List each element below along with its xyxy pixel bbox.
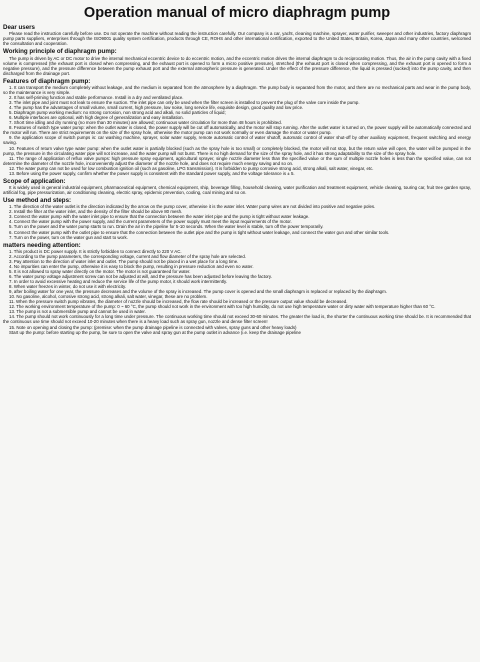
section-paragraph: Start up the pump: before starting up the pump, be sure to open the valve and spray gun at the pump outlet in advance (i.e. keep the drainage pipeline — [9, 329, 301, 335]
section-paragraph: 8. Features of switch type water pump: when the outlet water is closed, the power supply will be cut off automatically, and the motor will stop running. After the outlet water is turned on, the power supply will be automatically connected and the motor will run. There are strict requirements on the size of the spray hole, otherwise the motor pump can not work normally or even damage the motor or water pump. — [3, 125, 471, 136]
section-paragraph: 5. Turn on the power and the water pump starts to run. Drain the air in the pipeline for 5-10 seconds. When the water level is stable, turn off the power temporarily. — [9, 224, 324, 230]
section-paragraph: 2. According to the pump parameters, the corresponding voltage, current and flow diameter of the spray hole are selected. — [9, 253, 246, 259]
section-paragraph: Please read the instruction carefully before use. Do not operate the machine without reading the instruction carefully. Our company is a car, yacht, cleaning machine, sprayer, water purifier, sweeper and other industries, factory diaphragm pump parts suppliers, enterprises through the ISO9001 quality system certification, products through CE, ROHS and other international certification, exported to the United States, Britain, Korea, Japan and many other countries, welcomed the consultation and cooperation. — [3, 31, 471, 47]
section-heading: Use method and steps: — [3, 197, 72, 205]
section-paragraph: 12. The water pump can not be used for low combustion ignition oil (such as gasoline, LPG transmission). It is forbidden to pump corrosive strong acid, strong alkali, salt water, vinegar, etc. — [9, 165, 374, 171]
section-paragraph: 7. Short time idling and dry running (no more than 30 minutes) are allowed; continuous water circulation for more than 48 hours is prohibited. — [9, 120, 282, 126]
section-paragraph: 6. Connect the water pump with the outlet pipe to ensure that the connection between the outlet pipe and the pump is tight without water leakage, and connect the water gun and other similar tools. — [9, 229, 390, 235]
section-paragraph: 3. Pay attention to the direction of water inlet and outlet. The pump should not be placed in a wet place for a long time. — [9, 258, 239, 264]
section-paragraph: 11. When the pressure switch pump vibrates, the diameter of nozzle should be increased, the flow rate should be increased or the pressure output value should be decreased. — [9, 299, 348, 305]
section-paragraph: 1. This product is DC power supply. It is strictly forbidden to connect directly to 220 V AC. — [9, 248, 182, 254]
section-paragraph: 8. When water freezes in winter, do not use it with electricity. — [9, 284, 127, 290]
section-paragraph: 10. Features of return valve type water pump: when the outlet water is partially blocked (such as the spray hole is too small) or completely blocked, the motor will not stop, but the return valve will open, the water will be pumped in the pump, the pressure in the circulating water pipe will not increase, and the water pump will not burst. There is no high demand for the size of the spray hole, and it has strong adaptability to the size of the spray hole. — [3, 145, 471, 156]
section — [3, 242, 471, 335]
section-heading: matters needing attention: — [3, 241, 81, 249]
section — [3, 178, 471, 195]
section-paragraph: 12. The working environment temperature of the pump: 0 ~ 60 °C, the pump should not work in the environment with too high humidity, do not use high temperature water or dirty water with temperature higher than 60 °C. — [9, 304, 436, 310]
section — [3, 48, 471, 75]
section-paragraph: 9. the application scope of switch pumps is: car washing machine, sprayer, solar water supply, remote automatic control of water shutoff, automatic control of water shut-off by other auxiliary equipment, frequent switching and energy saving. — [3, 135, 471, 146]
section-paragraph: 4. No impurities can enter the pump, otherwise it is easy to block the pump, resulting in pressure reduction and even no water. — [9, 263, 254, 269]
section-paragraph: 5. It is not allowed to spray water directly on the motor. The motor is not guaranteed for water. — [9, 269, 191, 274]
section-heading: Working principle of diaphragm pump: — [3, 48, 117, 56]
section — [3, 24, 471, 46]
section-paragraph: 4. The pump has the advantages of small volume, small current, high pressure, low noise, long service life, exquisite design, good quality and low price. — [9, 105, 304, 111]
section-paragraph: 4. Connect the water pump with the power supply, and the current parameters of the power supply must meet the input requirements of the motor. — [9, 219, 292, 225]
section-paragraph: 7. In order to avoid excessive heating and reduce the service life of the pump motor, it should work intermittently. — [9, 279, 228, 285]
page-title: Operation manual of micro diaphragm pump — [83, 5, 391, 21]
section-heading: Features of diaphragm pump: — [3, 77, 91, 85]
section-paragraph: 3. The inlet pipe and joint must not leak to ensure the suction. The inlet pipe can only be used when the filter screen is installed to prevent the plug of the valve core inside the pump. — [9, 100, 360, 106]
section-paragraph: The pump is driven by AC or DC motor to drive the internal mechanical eccentric device to do eccentric motion, and the eccentric motion drives the internal diaphragm to do reciprocating motion. Thus, the air in the pump cavity with a fixed volume is compressed (the exhaust port is closed when compressing, and the exhaust port is opened to form a micro positive pressure), stretched (the exhaust port is closed when compressing, and the exhaust port is opened to form a negative pressure), and the pressure difference between the pump exhaust port and the external atmospheric pressure is generated. Under the effect of the pressure difference, the liquid is pressed (sucked) into the pump cavity, and then discharged from the drainage port. — [3, 55, 471, 76]
section — [3, 78, 471, 176]
section-heading: Scope of application: — [3, 177, 66, 185]
section-paragraph: 14. The pump should not work continuously for a long time under pressure. The continuous working time should not exceed 30-60 minutes. The greater the load is, the shorter the continuous working time should be. It is recommended that the continuous use time should not exceed 10-20 minutes when there is a heavy load such as spray gun, nozzle and dense filter screen! — [3, 314, 471, 325]
section-paragraph: 1. The direction of the water outlet is the direction indicated by the arrow on the pump cover, otherwise it is the water inlet. Water pump wires are not divided into positive and negative poles. — [9, 204, 376, 210]
section-heading: Dear users — [3, 24, 35, 31]
section-paragraph: 1. It can transport the medium completely without leakage, and the medium is separated from the atmosphere by a diaphragm. The pump body is separated from the motor, and there are no mechanical parts and wear in the pump body, so the maintenance is very simple. — [3, 84, 471, 95]
section-paragraph: 2. Install the filter at the water inlet, and the density of the filter should be above 80 mesh. — [9, 209, 183, 215]
section-paragraph: 13. The pump is not a submersible pump and cannot be used in water. — [9, 309, 146, 315]
section — [3, 197, 471, 240]
section-paragraph: 9, after boiling water for one year, the pressure decreases and the volume of the spray is increased. The pump cover is opened and the small diaphragm is replaced or replaced by the diaphragm. — [9, 289, 387, 295]
section-paragraph: 3. Connect the water pump with the water inlet pipe to ensure that the connection between the water inlet pipe and the pump is tight without water leakage. — [9, 214, 310, 220]
section-paragraph: It is widely used in general industrial equipment, pharmaceutical equipment, chemical equipment, ship, beverage filling, household cleaning, water purification and treatment equipment, vehicle cleaning, touring car, fruit tree garden spray, artificial fog, pipe pressurization, air conditioning cleaning, electric spray, epidemic prevention, cooling, coal mining and so on. — [3, 184, 471, 196]
section-paragraph: 15. Note on opening and closing the pump: (premise: when the pump drainage pipeline is connected with valves, spray guns and other heavy loads) — [9, 324, 297, 330]
section-paragraph: 10. No gasoline, alcohol, corrosive strong acid, strong alkali, salt water, vinegar, these are no problem. — [9, 294, 208, 300]
section-paragraph: 7. Turn on the power, turn on the water gun and start to work. — [9, 234, 128, 240]
manual-body — [3, 24, 471, 335]
section-paragraph: 13. Before using the power supply, confirm whether the power supply is consistent with the standard power supply, and the voltage tolerance is ± 5. — [9, 170, 295, 176]
section-paragraph: 6. Multiple interfaces are optional, with high degree of generalization and easy installation. — [9, 115, 184, 121]
section-paragraph: 6. The water pump voltage adjustment screw can not be adjusted at will, and the pressure has been adjusted before leaving the factory. — [9, 274, 272, 280]
section-paragraph: 2. It has self-priming function and stable performance. Install in a dry and ventilated place. — [9, 95, 184, 101]
section-paragraph: 11. The range of application of reflux valve pumps: high pressure spray equipment, agricultural sprayer, single nozzle diameter less than the specified value or the sum of multiple nozzle holes is less than the specified value, can not determine the diameter of the nozzle hole, inconveniently adjust the diameter of the nozzle hole, and does not require much energy saving and so on. — [3, 155, 471, 166]
section-paragraph: 5. Diaphragm pump working medium: no strong corrosion, non strong acid and alkali, no solid particles of liquid; — [9, 110, 226, 116]
